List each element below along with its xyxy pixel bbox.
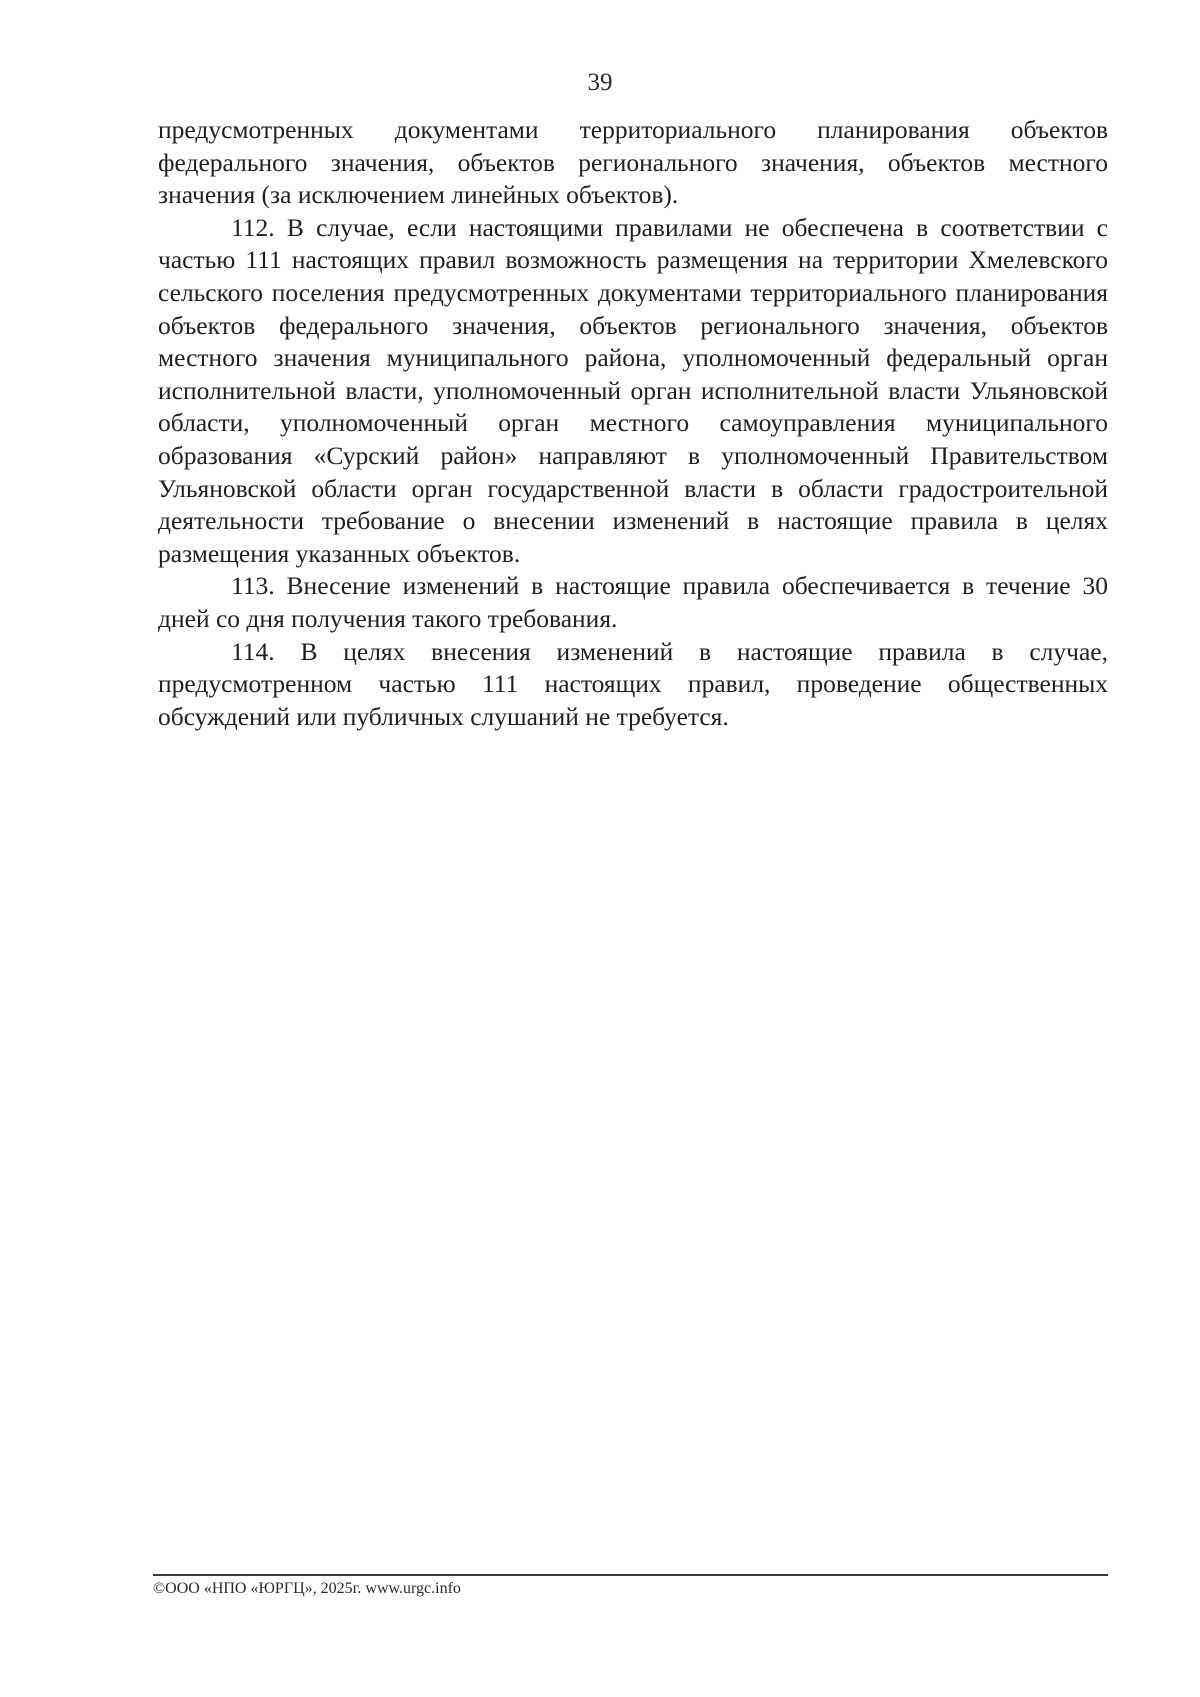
page-number: 39 [587,69,613,96]
paragraph-112: 112. В случае, если настоящими правилами не обеспечена в соответствии с частью 111 настоящих правил возможность размещения на территории Хмелевского сельского поселения предусмотренных документами территориального планирования объектов федерального значения, объектов регионального значения, объектов местного значения муниципального района, уполномоченный федеральный орган исполнительной власти, уполномоченный орган исполнительной власти Ульяновской области, уполномоченный орган местного самоуправления муниципального образования «Сурский район» направляют в уполномоченный Правительством Ульяновской области орган государственной власти в области градостроительной деятельности требование о внесении изменений в настоящие правила в целях размещения указанных объектов. [158,212,1108,568]
paragraph-113: 113. Внесение изменений в настоящие правила обеспечивается в течение 30 дней со дня получения такого требования. [158,571,1108,633]
footer-divider [153,1574,1108,1576]
footer-copyright: ©ООО «НПО «ЮРГЦ», 2025г. www.urgc.info [153,1580,461,1597]
document-body [158,114,1108,733]
paragraph-continuation: предусмотренных документами территориального планирования объектов федерального значения, объектов регионального значения, объектов местного значения (за исключением линейных объектов). [158,115,1108,210]
paragraph-114: 114. В целях внесения изменений в настоящие правила в случае, предусмотренном частью 111 настоящих правил, проведение общественных обсуждений или публичных слушаний не требуется. [158,636,1108,731]
